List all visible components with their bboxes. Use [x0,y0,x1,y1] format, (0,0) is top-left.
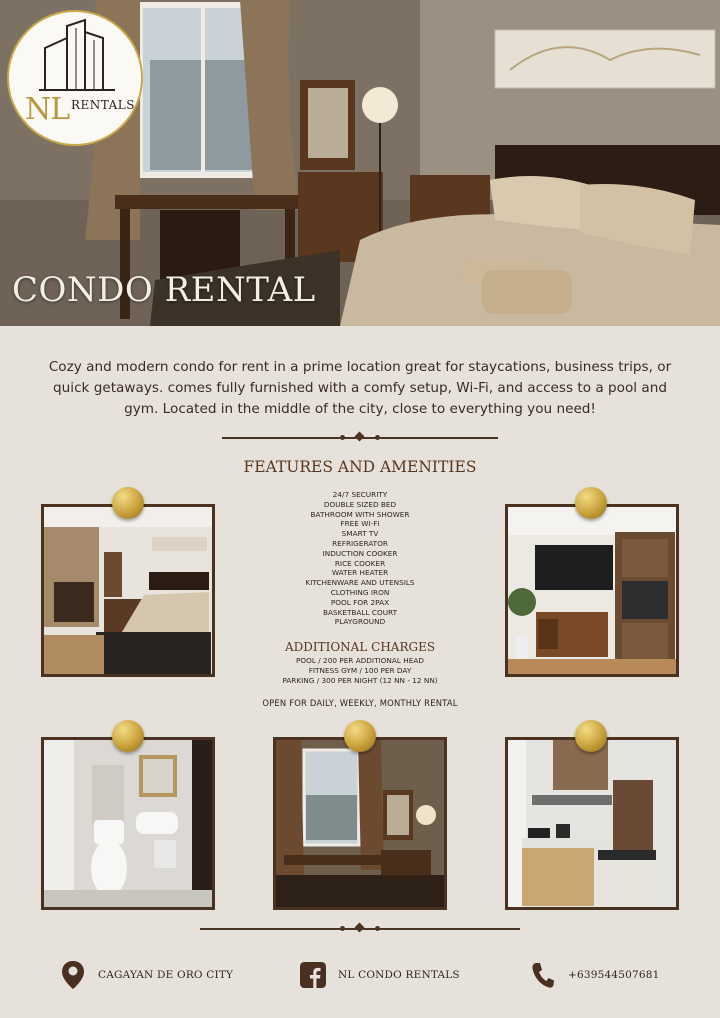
location-text: CAGAYAN DE ORO CITY [98,969,234,981]
charges-list [240,656,480,686]
charge-item: FITNESS GYM / 100 PER DAY [308,666,412,675]
logo-word: RENTALS [71,98,135,112]
feature-item: 24/7 SECURITY [332,490,388,499]
feature-item: RICE COOKER [334,558,386,568]
feature-item: WATER HEATER [331,568,389,578]
charges-title: ADDITIONAL CHARGES [284,640,436,654]
feature-item: DOUBLE SIZED BED [323,499,397,509]
buildings-icon [37,18,117,98]
feature-item: KITCHENWARE AND UTENSILS [305,578,415,588]
photo-bathroom [41,737,215,910]
section-divider [222,433,498,443]
feature-item: POOL FOR 2PAX [330,597,390,607]
phone-icon[interactable] [530,960,556,990]
charge-item: POOL / 200 PER ADDITIONAL HEAD [296,656,424,665]
footer-divider [200,924,520,934]
location-pin-icon [60,960,86,990]
intro-text: Cozy and modern condo for rent in a prime location great for staycations, business trips, or quick getaways. comes fully furnished with a comfy setup, Wi-Fi, and access to a pool and gym. Located in the middle of the city, close to everything you need! [48,358,672,417]
photo-window-desk [273,737,447,910]
feature-item: BATHROOM WITH SHOWER [310,509,410,519]
feature-item: CLOTHING IRON [330,587,390,597]
facebook-icon[interactable] [300,960,326,990]
photo-bedroom [41,504,215,677]
feature-item: SMART TV [341,529,379,539]
feature-item: INDUCTION COOKER [322,548,398,558]
logo-initials: NL [25,92,70,127]
features-title: FEATURES AND AMENITIES [243,458,477,476]
brand-logo [7,10,143,146]
gold-pin [112,487,144,519]
facebook-text[interactable]: NL CONDO RENTALS [338,969,460,981]
gold-pin [575,487,607,519]
phone-text[interactable]: +639544507681 [568,969,660,981]
hero-banner [0,0,720,326]
contact-phone[interactable] [530,960,660,990]
availability-text: OPEN FOR DAILY, WEEKLY, MONTHLY RENTAL [262,698,458,708]
contact-facebook[interactable] [300,960,460,990]
photo-living [505,504,679,677]
photo-kitchen [505,737,679,910]
feature-item: PLAYGROUND [334,617,386,627]
feature-item: FREE WI-FI [340,519,380,529]
charge-item: PARKING / 300 PER NIGHT (12 NN - 12 NN) [282,676,438,685]
feature-item: REFRIGERATOR [332,538,388,548]
page-title: CONDO RENTAL [12,270,316,310]
features-list [260,490,460,627]
gold-pin [112,720,144,752]
contact-location [60,960,233,990]
gold-pin [575,720,607,752]
feature-item: BASKETBALL COURT [322,607,398,617]
gold-pin [344,720,376,752]
